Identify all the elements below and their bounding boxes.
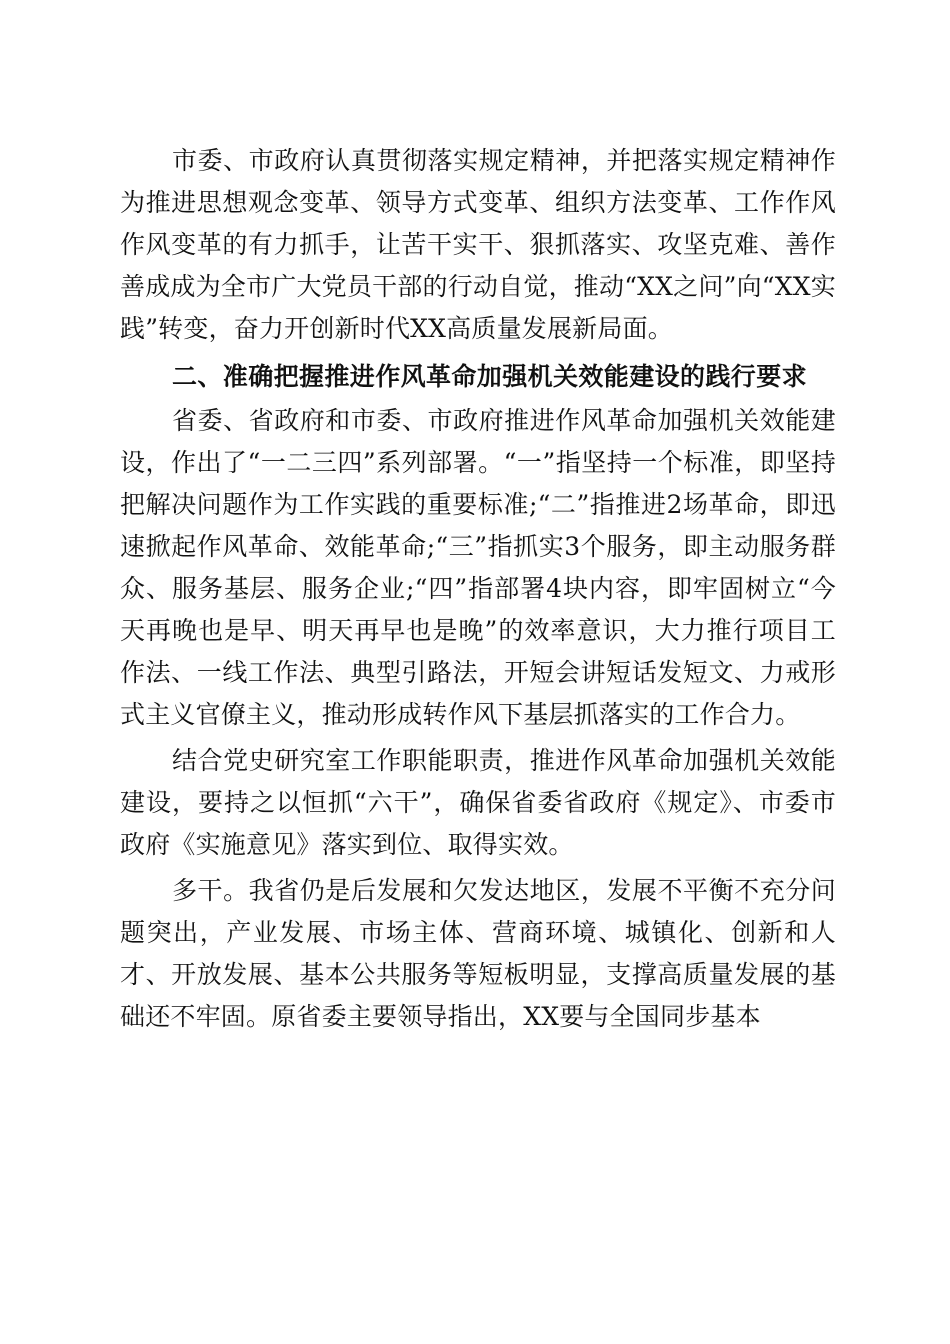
paragraph-4: 多干。我省仍是后发展和欠发达地区，发展不平衡不充分问题突出，产业发展、市场主体、营商环境、城镇化、创新和人才、开放发展、基本公共服务等短板明显，支撑高质量发展的基础还不牢固。原省委主要领导指出，XX要与全国同步基本	[120, 876, 836, 1031]
paragraph-2: 省委、省政府和市委、市政府推进作风革命加强机关效能建设，作出了“一二三四”系列部署。“一”指坚持一个标准，即坚持把解决问题作为工作实践的重要标准;“二”指推进2场革命，即迅速掀起作风革命、效能革命;“三”指抓实3个服务，即主动服务群众、服务基层、服务企业;“四”指部署4块内容，即牢固树立“今天再晚也是早、明天再早也是晚”的效率意识，大力推行项目工作法、一线工作法、典型引路法，开短会讲短话发短文、力戒形式主义官僚主义，推动形成转作风下基层抓落实的工作合力。	[120, 406, 836, 729]
paragraph-3: 结合党史研究室工作职能职责，推进作风革命加强机关效能建设，要持之以恒抓“六干”，确保省委省政府《规定》、市委市政府《实施意见》落实到位、取得实效。	[120, 746, 836, 859]
paragraph-1: 市委、市政府认真贯彻落实规定精神，并把落实规定精神作为推进思想观念变革、领导方式变革、组织方法变革、工作作风作风变革的有力抓手，让苦干实干、狠抓落实、攻坚克难、善作善成成为全市广大党员干部的行动自觉，推动“XX之问”向“XX实践”转变，奋力开创新时代XX高质量发展新局面。	[120, 146, 836, 343]
document-body	[120, 140, 836, 1042]
section-heading-2: 二、准确把握推进作风革命加强机关效能建设的践行要求	[172, 362, 808, 391]
